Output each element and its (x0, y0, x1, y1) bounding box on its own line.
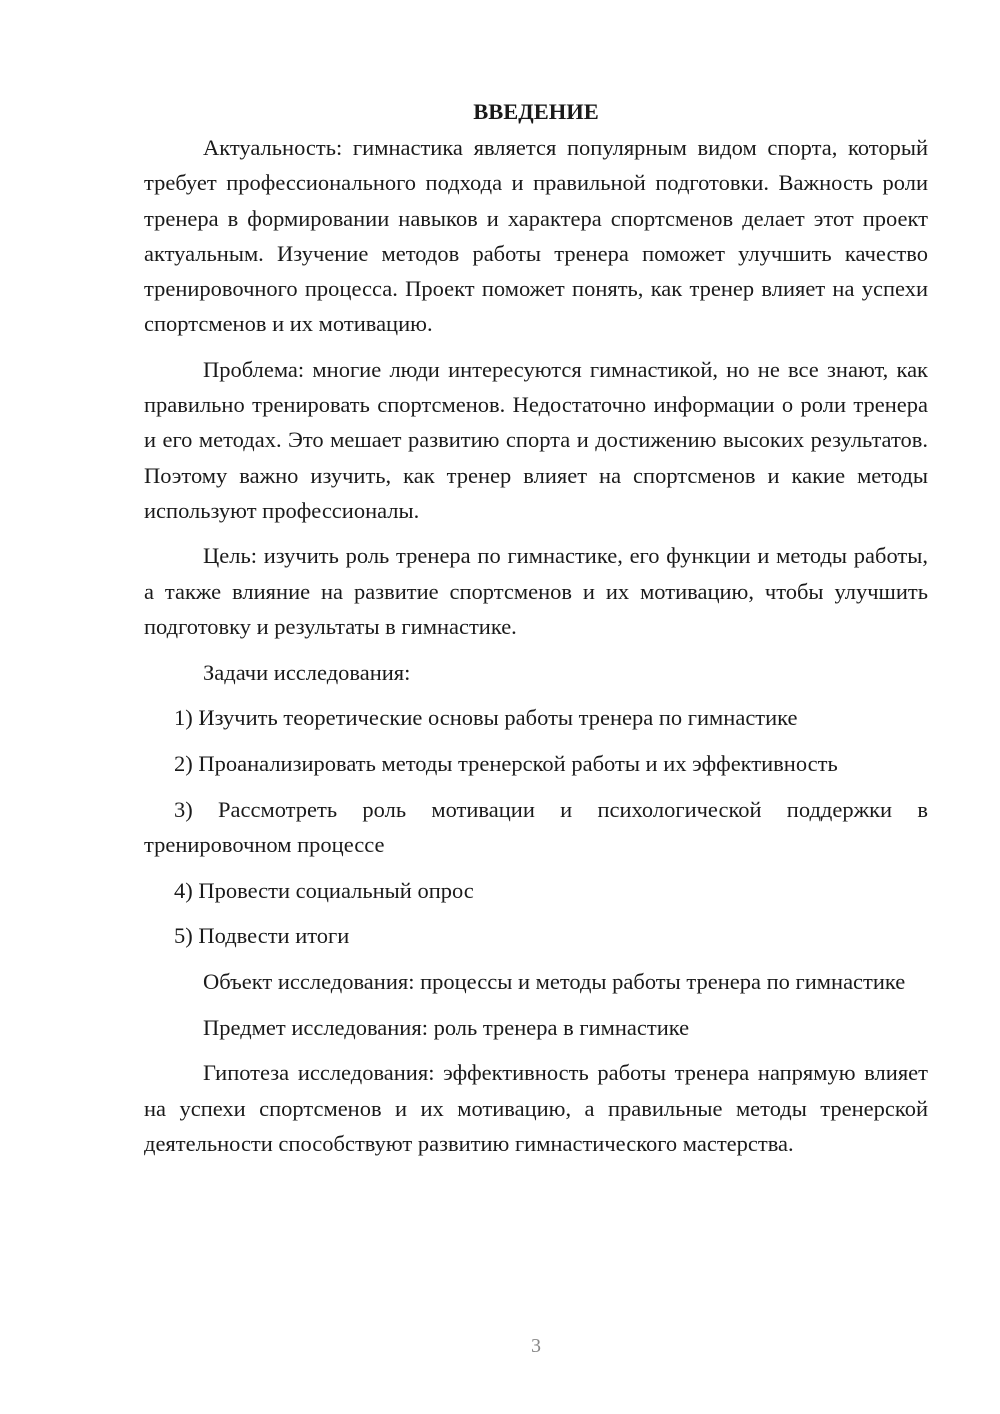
problem-paragraph: Проблема: многие люди интересуются гимнастикой, но не все знают, как правильно тренировать спортсменов. Недостаточно информации о роли тренера и его методах. Это мешает развитию спорта и достижению высоких результатов. Поэтому важно изучить, как тренер влияет на спортсменов и какие методы используют профессионалы. (144, 356, 928, 523)
relevance-paragraph: Актуальность: гимнастика является популярным видом спорта, который требует профессионального подхода и правильной подготовки. Важность роли тренера в формировании навыков и характера спортсменов делает этот проект актуальным. Изучение методов работы тренера поможет улучшить качество тренировочного процесса. Проект поможет понять, как тренер влияет на успехи спортсменов и их мотивацию. (144, 135, 928, 337)
task-item-2: 2) Проанализировать методы тренерской работы и их эффективность (174, 750, 838, 776)
goal-paragraph: Цель: изучить роль тренера по гимнастике, его функции и методы работы, а также влияние на развитие спортсменов и их мотивацию, чтобы улучшить подготовку и результаты в гимнастике. (144, 543, 928, 639)
task-item-1: 1) Изучить теоретические основы работы тренера по гимнастике (174, 705, 798, 731)
tasks-heading: Задачи исследования: (203, 659, 411, 685)
task-item-3: 3) Рассмотреть роль мотивации и психологической поддержки в тренировочном процессе (144, 796, 928, 857)
task-item-5: 5) Подвести итоги (174, 923, 350, 949)
page-body (144, 94, 928, 1171)
task-item-4: 4) Провести социальный опрос (174, 877, 474, 903)
hypothesis-paragraph: Гипотеза исследования: эффективность работы тренера напрямую влияет на успехи спортсменов и их мотивацию, а правильные методы тренерской деятельности способствуют развитию гимнастического мастерства. (144, 1060, 928, 1156)
subject-paragraph: Предмет исследования: роль тренера в гимнастике (203, 1014, 690, 1040)
page-number: 3 (531, 1335, 541, 1357)
object-paragraph: Объект исследования: процессы и методы работы тренера по гимнастике (203, 968, 906, 994)
section-title: ВВЕДЕНИЕ (473, 99, 599, 124)
tasks-list (144, 700, 928, 953)
